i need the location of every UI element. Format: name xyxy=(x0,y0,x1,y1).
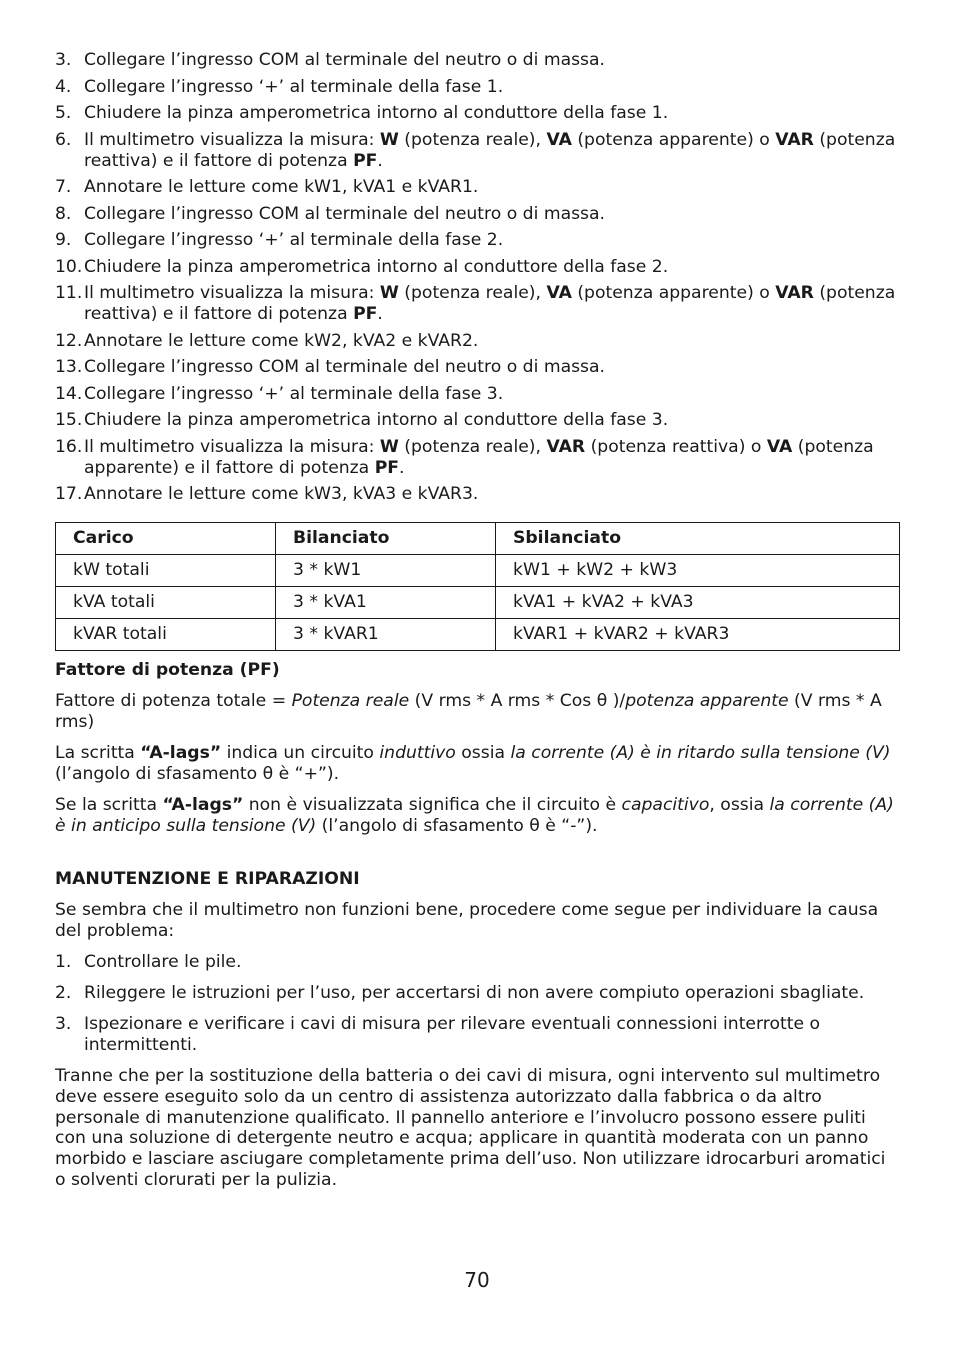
bold-text: W xyxy=(379,129,399,150)
list-item xyxy=(55,484,900,505)
table-cell: kW totali xyxy=(56,555,276,587)
text-run: Collegare l’ingresso ‘+’ al terminale della fase 1. xyxy=(84,76,504,97)
pf-paragraphs xyxy=(55,691,900,837)
list-item-number: 13. xyxy=(55,357,83,377)
table-cell: 3 * kW1 xyxy=(276,555,496,587)
list-item xyxy=(55,257,900,278)
text-run: (l’angolo di sfasamento θ è “-”). xyxy=(316,816,598,836)
list-item-number: 9. xyxy=(55,230,72,250)
text-run: Il multimetro visualizza la misura: xyxy=(84,436,380,457)
maintenance-steps xyxy=(55,952,900,1056)
list-item-number: 16. xyxy=(55,436,83,457)
text-run: (potenza apparente) o xyxy=(571,283,776,303)
text-run: Se la scritta xyxy=(55,795,163,815)
paragraph xyxy=(55,795,900,837)
list-item xyxy=(55,50,900,71)
text-run: Chiudere la pinza amperometrica intorno al conduttore della fase 1. xyxy=(84,103,669,123)
list-item xyxy=(55,283,900,325)
list-item xyxy=(55,357,900,378)
table-cell: kVAR1 + kVAR2 + kVAR3 xyxy=(496,619,900,651)
text-run: . xyxy=(377,304,383,324)
bold-text: VA xyxy=(546,129,572,150)
text-run: Controllare le pile. xyxy=(84,952,242,972)
bold-text: “A-lags” xyxy=(140,743,222,763)
list-item xyxy=(55,437,900,479)
table-header-cell: Bilanciato xyxy=(276,523,496,555)
table-header-cell: Carico xyxy=(56,523,276,555)
table-cell: kW1 + kW2 + kW3 xyxy=(496,555,900,587)
list-item-number: 10. xyxy=(55,256,83,277)
list-item xyxy=(55,177,900,198)
list-item-number: 3. xyxy=(55,50,72,70)
bold-text: “A-lags” xyxy=(162,795,244,815)
bold-text: W xyxy=(379,283,399,303)
list-item-number: 17. xyxy=(55,484,83,504)
italic-text: capacitivo xyxy=(621,795,710,815)
list-item xyxy=(55,130,900,172)
text-run: Collegare l’ingresso ‘+’ al terminale della fase 3. xyxy=(84,383,504,404)
list-item xyxy=(55,331,900,352)
maintenance-heading: MANUTENZIONE E RIPARAZIONI xyxy=(55,869,360,889)
list-item-number: 15. xyxy=(55,410,83,430)
text-run: Chiudere la pinza amperometrica intorno al conduttore della fase 3. xyxy=(84,410,669,430)
list-item-number: 3. xyxy=(55,1014,72,1034)
text-run: (potenza reattiva) o xyxy=(585,436,767,457)
list-item-number: 1. xyxy=(55,952,72,972)
pf-heading: Fattore di potenza (PF) xyxy=(55,660,280,680)
table-row xyxy=(56,555,900,587)
text-run: Collegare l’ingresso COM al terminale del neutro o di massa. xyxy=(84,50,606,70)
bold-text: PF xyxy=(374,457,400,478)
bold-text: VAR xyxy=(775,129,814,150)
bold-text: VA xyxy=(766,436,793,457)
text-run: Annotare le letture come kW1, kVA1 e kVAR1. xyxy=(84,177,479,197)
italic-text: potenza apparente xyxy=(625,691,789,711)
list-item-number: 14. xyxy=(55,383,83,404)
text-run: (potenza apparente) e il fattore di potenza xyxy=(84,436,874,478)
text-run: Il multimetro visualizza la misura: xyxy=(84,129,380,150)
list-item xyxy=(55,384,900,405)
list-item-number: 4. xyxy=(55,76,72,97)
text-run: (potenza reale), xyxy=(398,283,547,303)
list-item xyxy=(55,1014,900,1056)
paragraph xyxy=(55,743,900,785)
table-row xyxy=(56,619,900,651)
text-run: (V rms * A rms * Cos θ )/ xyxy=(409,691,626,711)
paragraph xyxy=(55,691,900,733)
procedure-steps xyxy=(55,50,900,505)
manual-page xyxy=(55,50,900,1201)
text-run: Chiudere la pinza amperometrica intorno al conduttore della fase 2. xyxy=(84,256,669,277)
text-run: Rileggere le istruzioni per l’uso, per accertarsi di non avere compiuto operazioni sbagliate. xyxy=(84,983,865,1003)
italic-text: la corrente (A) è in anticipo sulla tensione (V) xyxy=(55,795,894,836)
text-run: Annotare le letture come kW2, kVA2 e kVAR2. xyxy=(84,330,479,351)
italic-text: la corrente (A) è in ritardo sulla tensione (V) xyxy=(510,743,891,763)
table-cell: kVA1 + kVA2 + kVA3 xyxy=(496,587,900,619)
list-item xyxy=(55,103,900,124)
table-header-cell: Sbilanciato xyxy=(496,523,900,555)
list-item-number: 2. xyxy=(55,983,72,1003)
list-item xyxy=(55,410,900,431)
bold-text: VAR xyxy=(546,436,586,457)
text-run: Collegare l’ingresso COM al terminale del neutro o di massa. xyxy=(84,357,606,377)
maintenance-intro: Se sembra che il multimetro non funzioni bene, procedere come segue per individuare la causa del problema: xyxy=(55,900,879,941)
text-run: (potenza apparente) o xyxy=(571,129,776,150)
list-item-number: 12. xyxy=(55,330,83,351)
bold-text: W xyxy=(379,436,399,457)
power-table xyxy=(55,522,900,651)
table-cell: 3 * kVAR1 xyxy=(276,619,496,651)
list-item-number: 11. xyxy=(55,283,83,303)
text-run: Ispezionare e verificare i cavi di misura per rilevare eventuali connessioni interrotte o intermittenti. xyxy=(84,1014,821,1055)
text-run: Fattore di potenza totale = xyxy=(55,691,292,711)
text-run: , ossia xyxy=(709,795,770,815)
maintenance-closing: Tranne che per la sostituzione della batteria o dei cavi di misura, ogni intervento sul multimetro deve essere eseguito solo da un centro di assistenza autorizzato dalla fabbrica o da altro personale di manutenzione qualificato. Il pannello anteriore e l’involucro possono essere puliti con una soluzione di detergente neutro e acqua; applicare in quantità moderata con un panno morbido e lasciare asciugare completamente prima dell’uso. Non utilizzare idrocarburi aromatici o solventi clorurati per la pulizia. xyxy=(55,1066,886,1190)
list-item xyxy=(55,952,900,973)
list-item xyxy=(55,983,900,1004)
list-item xyxy=(55,77,900,98)
italic-text: Potenza reale xyxy=(291,691,410,711)
text-run: . xyxy=(377,150,383,171)
list-item-number: 8. xyxy=(55,203,72,224)
list-item xyxy=(55,204,900,225)
text-run: (potenza reale), xyxy=(398,436,547,457)
text-run: indica un circuito xyxy=(221,743,380,763)
text-run: Collegare l’ingresso COM al terminale del neutro o di massa. xyxy=(84,203,606,224)
bold-text: PF xyxy=(353,304,378,324)
bold-text: VA xyxy=(546,283,572,303)
list-item-number: 6. xyxy=(55,129,72,150)
text-run: Collegare l’ingresso ‘+’ al terminale della fase 2. xyxy=(84,230,504,250)
table-cell: 3 * kVA1 xyxy=(276,587,496,619)
page-number: 70 xyxy=(464,1268,490,1292)
text-run: Il multimetro visualizza la misura: xyxy=(84,283,380,303)
text-run: . xyxy=(399,457,405,478)
list-item-number: 7. xyxy=(55,177,72,197)
table-cell: kVAR totali xyxy=(56,619,276,651)
table-row xyxy=(56,587,900,619)
text-run: non è visualizzata significa che il circuito è xyxy=(243,795,622,815)
table-cell: kVA totali xyxy=(56,587,276,619)
table-header-row xyxy=(56,523,900,555)
bold-text: VAR xyxy=(775,283,814,303)
text-run: (potenza reattiva) e il fattore di potenza xyxy=(84,129,896,171)
text-run: (l’angolo di sfasamento θ è “+”). xyxy=(55,764,340,784)
text-run: (potenza reale), xyxy=(398,129,547,150)
text-run: La scritta xyxy=(55,743,141,763)
bold-text: PF xyxy=(353,150,378,171)
text-run: ossia xyxy=(455,743,511,763)
text-run: Annotare le letture come kW3, kVA3 e kVAR3. xyxy=(84,484,479,504)
text-run: (potenza reattiva) e il fattore di potenza xyxy=(84,283,896,324)
list-item xyxy=(55,230,900,251)
text-run: (V rms * A rms) xyxy=(55,691,882,732)
list-item-number: 5. xyxy=(55,103,72,123)
italic-text: induttivo xyxy=(379,743,456,763)
